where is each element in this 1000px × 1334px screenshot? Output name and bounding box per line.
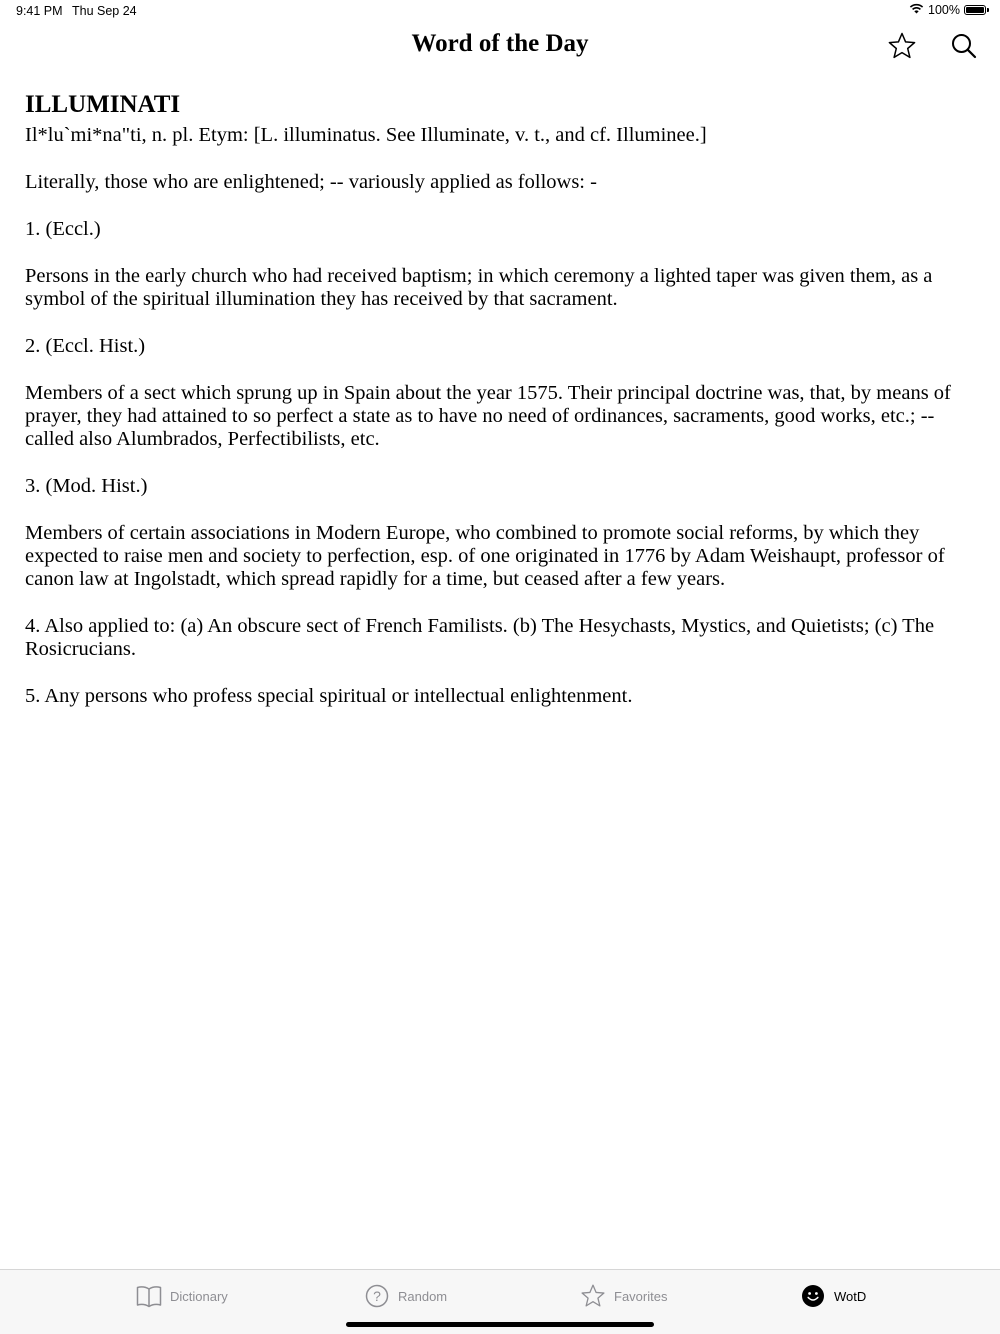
sense-label: 2. (Eccl. Hist.): [25, 335, 146, 357]
tab-dictionary[interactable]: [136, 1283, 228, 1309]
definition-paragraph: Members of a sect which sprung up in Spain about the year 1575. Their principal doctrine was, that, by means of prayer, they had attained to so perfect a state as to have no need of ordinances, sacraments, good works, etc.; -- called also Alumbrados, Perfectibilists, etc.: [25, 382, 951, 450]
battery-icon: [964, 5, 986, 15]
tab-bar: [0, 1269, 1000, 1334]
question-circle-icon: [364, 1283, 390, 1309]
status-bar: [0, 0, 1000, 24]
headword: ILLUMINATI: [25, 91, 181, 118]
tab-label: WotD: [834, 1288, 867, 1304]
star-icon: [887, 31, 917, 61]
sense-label: 1. (Eccl.): [25, 218, 101, 240]
definition-paragraph: Persons in the early church who had received baptism; in which ceremony a lighted taper was given them, as a symbol of the spiritual illumination they has received by that sacrament.: [25, 265, 933, 310]
page-title: Word of the Day: [411, 30, 589, 57]
smiley-icon: [800, 1283, 826, 1309]
battery-fill: [966, 7, 984, 13]
status-indicators: [909, 3, 986, 17]
sense-label: 3. (Mod. Hist.): [25, 475, 148, 497]
search-button[interactable]: [948, 30, 980, 62]
nav-actions: [886, 30, 980, 62]
tab-favorites[interactable]: [580, 1283, 667, 1309]
tab-label: Dictionary: [170, 1288, 228, 1304]
status-time: 9:41 PM: [16, 4, 63, 18]
tab-random[interactable]: [364, 1283, 447, 1309]
book-icon: [136, 1283, 162, 1309]
definition-content: [25, 90, 976, 732]
tab-label: Favorites: [614, 1288, 668, 1304]
definition-paragraph: 4. Also applied to: (a) An obscure sect of French Familists. (b) The Hesychasts, Mystics, and Quietists; (c) The Rosicrucians.: [25, 615, 935, 660]
etymology-line: Il*lu`mi*na"ti, n. pl. Etym: [L. illuminatus. See Illuminate, v. t., and cf. Illuminee.]: [25, 124, 707, 146]
home-indicator[interactable]: [346, 1322, 654, 1327]
definition-paragraph: Members of certain associations in Modern Europe, who combined to promote social reforms, by which they expected to raise men and society to perfection, esp. of one originated in 1776 by Adam Weishaupt, professor of canon law at Ingolstadt, which spread rapidly for a time, but ceased after a few years.: [25, 522, 945, 590]
tab-wotd[interactable]: [800, 1283, 866, 1309]
tab-label: Random: [398, 1288, 448, 1304]
status-date: Thu Sep 24: [72, 4, 137, 18]
star-icon: [580, 1283, 606, 1309]
favorite-button[interactable]: [886, 30, 918, 62]
search-icon: [950, 32, 978, 60]
definition-paragraph: 5. Any persons who profess special spiritual or intellectual enlightenment.: [25, 685, 633, 707]
definition-paragraph: Literally, those who are enlightened; -- variously applied as follows: -: [25, 171, 597, 193]
svg-text:?: ?: [373, 1288, 381, 1304]
battery-percent: 100%: [928, 3, 960, 17]
wifi-icon: [909, 3, 924, 17]
